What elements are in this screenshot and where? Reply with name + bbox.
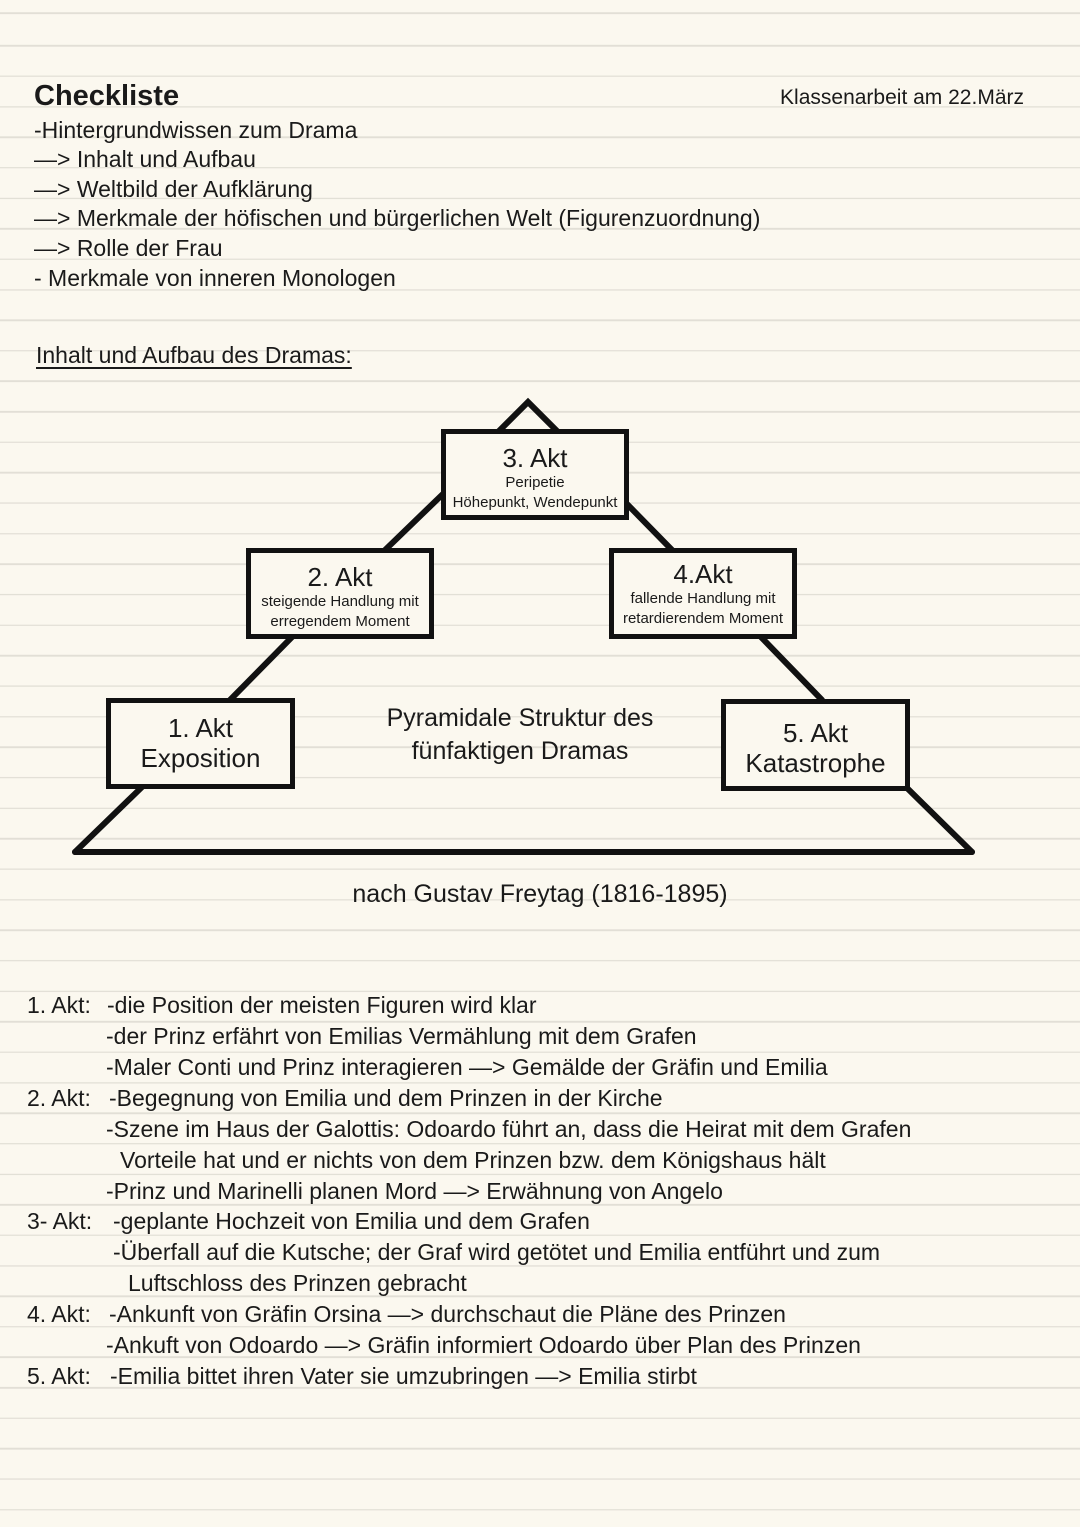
page-title: Checkliste: [34, 80, 180, 112]
pyramid-edge-right-middle: [761, 637, 822, 700]
checklist-item: - Merkmale von inneren Monologen: [34, 265, 396, 291]
act-4-box: [609, 548, 797, 639]
act-2-subtitle-line-1: steigende Handlung mit: [261, 593, 419, 610]
pyramid-edge-left-lower: [75, 787, 142, 852]
act-4-subtitle-line-1: fallende Handlung mit: [630, 590, 776, 607]
act-4-title: 4.Akt: [673, 559, 733, 589]
act-summary-item: -die Position der meisten Figuren wird klar: [107, 992, 537, 1018]
act-summary-item: -Überfall auf die Kutsche; der Graf wird getötet und Emilia entführt und zum: [113, 1239, 881, 1265]
pyramid-edge-right-lower: [906, 787, 972, 852]
act-summary-item: -Maler Conti und Prinz interagieren —> Gemälde der Gräfin und Emilia: [106, 1054, 828, 1080]
act-summary-label: 3- Akt:: [27, 1208, 93, 1234]
section-heading: Inhalt und Aufbau des Dramas:: [36, 342, 352, 368]
act-4-subtitle-line-2: retardierendem Moment: [622, 610, 784, 627]
pyramid-edge-left-upper: [384, 492, 445, 551]
act-1-subtitle: Exposition: [140, 743, 261, 773]
act-1-title: 1. Akt: [167, 713, 234, 743]
act-summary-item: -der Prinz erfährt von Emilias Vermählung mit dem Grafen: [106, 1023, 697, 1049]
pyramid-edge-left-middle: [230, 637, 292, 700]
act-summary-item: Luftschloss des Prinzen gebracht: [128, 1270, 467, 1296]
pyramid-credit: nach Gustav Freytag (1816-1895): [352, 880, 728, 908]
act-1-box: [106, 698, 295, 789]
act-3-subtitle-line-2: Höhepunkt, Wendepunkt: [452, 494, 618, 511]
act-summary-label: 5. Akt:: [27, 1363, 91, 1389]
pyramid-edge-right-upper: [626, 503, 673, 551]
act-summary-item: -Szene im Haus der Galottis: Odoardo führt an, dass die Heirat mit dem Grafen: [106, 1116, 912, 1142]
checklist-item: -Hintergrundwissen zum Drama: [34, 117, 358, 143]
act-2-subtitle-line-2: erregendem Moment: [270, 613, 410, 630]
act-2-title: 2. Akt: [307, 562, 373, 592]
checklist-item: —> Weltbild der Aufklärung: [34, 176, 313, 202]
exam-date: Klassenarbeit am 22.März: [780, 86, 1024, 109]
act-summary-item: -Emilia bittet ihren Vater sie umzubringen —> Emilia stirbt: [110, 1363, 697, 1389]
act-summary-item: -Ankuft von Odoardo —> Gräfin informiert Odoardo über Plan des Prinzen: [106, 1332, 861, 1358]
pyramid-apex: [498, 402, 558, 432]
act-3-subtitle-line-1: Peripetie: [505, 474, 565, 491]
checklist-item: —> Inhalt und Aufbau: [34, 146, 256, 172]
checklist-item: —> Rolle der Frau: [34, 235, 223, 261]
act-summary-item: -geplante Hochzeit von Emilia und dem Grafen: [113, 1208, 590, 1234]
act-5-title: 5. Akt: [782, 718, 849, 748]
act-summary-label: 1. Akt:: [27, 992, 91, 1018]
act-2-box: [246, 548, 434, 639]
act-summary-item: -Ankunft von Gräfin Orsina —> durchschaut die Pläne des Prinzen: [109, 1301, 786, 1327]
act-5-box: [721, 699, 910, 791]
act-summary-item: Vorteile hat und er nichts von dem Prinzen bzw. dem Königshaus hält: [120, 1147, 826, 1173]
act-summary-label: 4. Akt:: [27, 1301, 91, 1327]
act-summary-item: -Begegnung von Emilia und dem Prinzen in der Kirche: [109, 1085, 663, 1111]
act-5-subtitle: Katastrophe: [745, 748, 886, 778]
act-summary-label: 2. Akt:: [27, 1085, 91, 1111]
act-3-title: 3. Akt: [502, 443, 568, 473]
pyramid-caption: Pyramidale Struktur des fünfaktigen Dramas: [386, 704, 654, 765]
checklist-item: —> Merkmale der höfischen und bürgerlichen Welt (Figurenzuordnung): [34, 205, 761, 231]
act-summary-item: -Prinz und Marinelli planen Mord —> Erwähnung von Angelo: [106, 1178, 723, 1204]
act-3-box: [441, 429, 629, 520]
